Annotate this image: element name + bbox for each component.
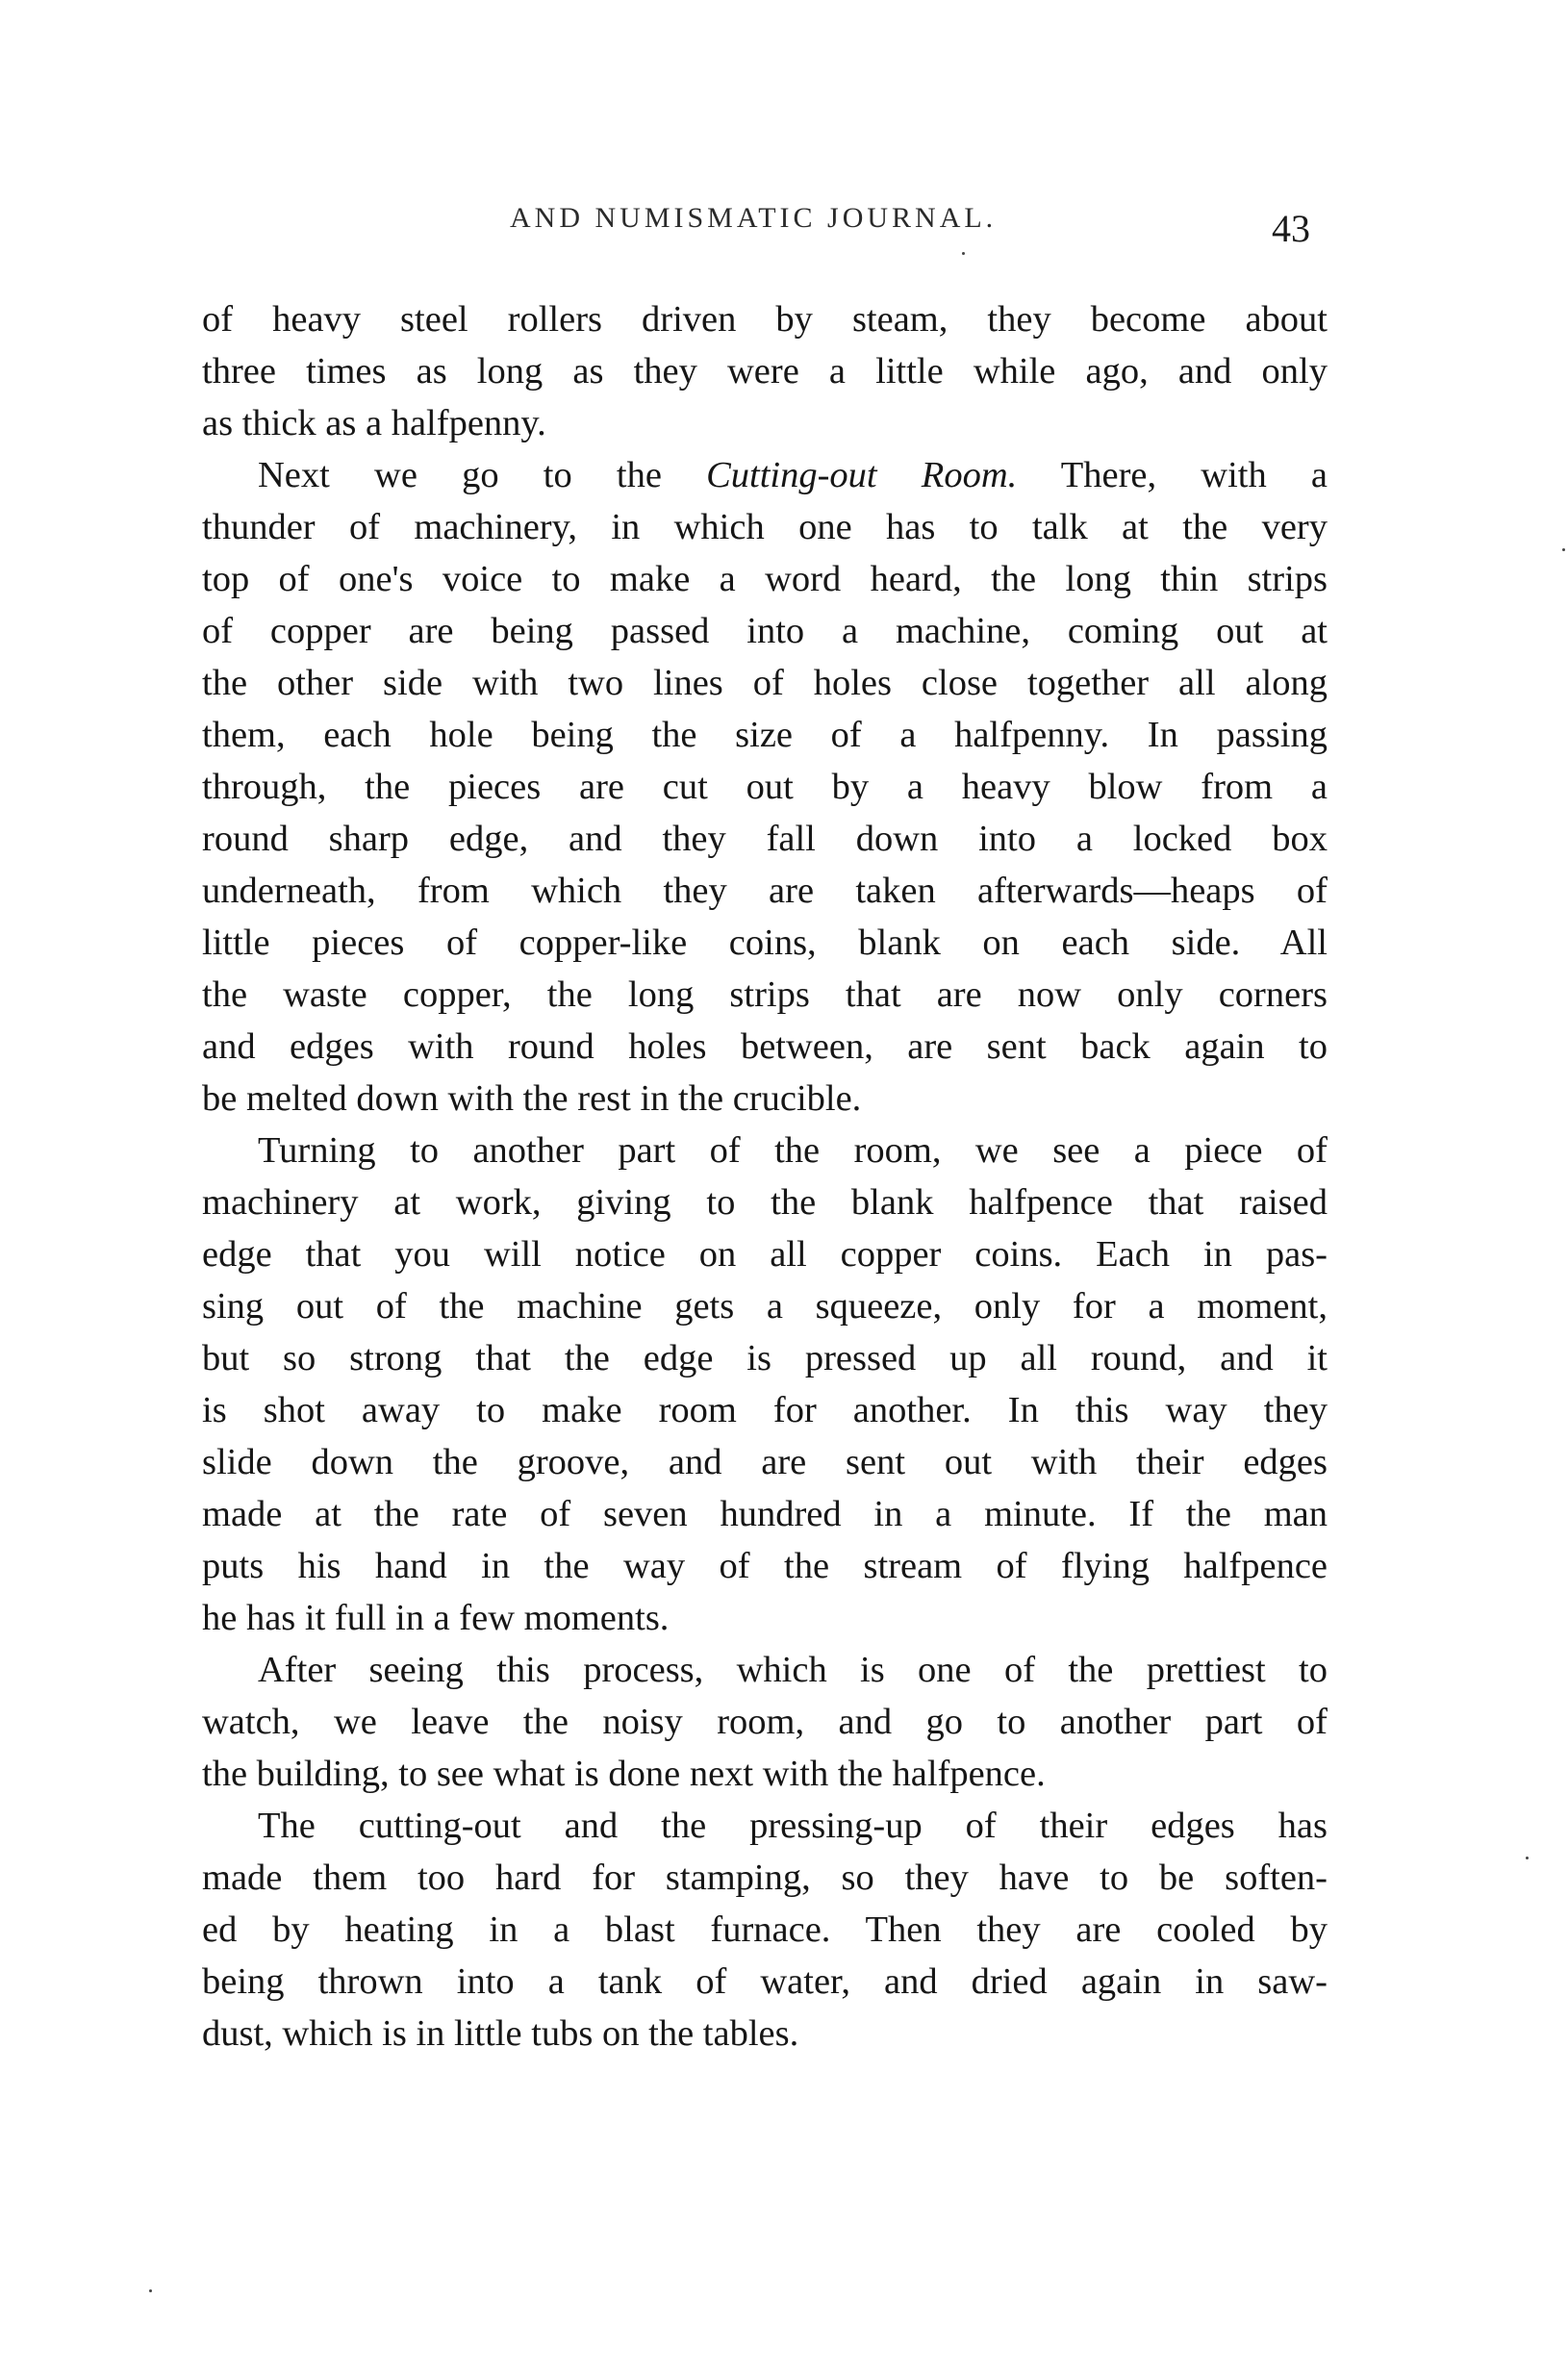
text-line: the waste copper, the long strips that are now only corners <box>202 974 1328 1015</box>
text-line: sing out of the machine gets a squeeze, only for a moment, <box>202 1286 1328 1327</box>
text-line: the building, to see what is done next with the halfpence. <box>202 1754 1046 1794</box>
text-line: edge that you will notice on all copper coins. Each in pas- <box>202 1234 1328 1275</box>
room-name-italic: Cutting-out Room. <box>706 455 1018 495</box>
body-text <box>202 293 1328 2060</box>
text-line: The cutting-out and the pressing-up of their edges has <box>258 1806 1328 1846</box>
text-line: the other side with two lines of holes close together all along <box>202 663 1328 703</box>
print-speck <box>1562 548 1565 551</box>
text-line: them, each hole being the size of a halfpenny. In passing <box>202 715 1328 755</box>
text-line: made them too hard for stamping, so they have to be soften- <box>202 1858 1328 1898</box>
text-line: as thick as a halfpenny. <box>202 403 546 443</box>
text-segment: There, with a <box>1017 455 1328 495</box>
text-line: thunder of machinery, in which one has to talk at the very <box>202 507 1328 547</box>
running-head: AND NUMISMATIC JOURNAL. <box>510 202 998 234</box>
text-line: dust, which is in little tubs on the tables. <box>202 2013 799 2054</box>
text-line: round sharp edge, and they fall down into a locked box <box>202 819 1328 859</box>
text-line: puts his hand in the way of the stream of flying halfpence <box>202 1546 1328 1586</box>
text-line <box>202 449 1328 501</box>
print-speck <box>149 2289 152 2292</box>
text-line: After seeing this process, which is one of the prettiest to <box>258 1650 1328 1690</box>
text-line: Turning to another part of the room, we see a piece of <box>258 1130 1328 1171</box>
text-line: machinery at work, giving to the blank halfpence that raised <box>202 1182 1328 1223</box>
text-line: underneath, from which they are taken afterwards—heaps of <box>202 871 1328 911</box>
text-line: and edges with round holes between, are sent back again to <box>202 1026 1328 1067</box>
text-line: he has it full in a few moments. <box>202 1598 670 1638</box>
text-line: being thrown into a tank of water, and dried again in saw- <box>202 1961 1328 2002</box>
print-speck <box>1526 1857 1529 1859</box>
page-number: 43 <box>1272 207 1310 250</box>
text-line: slide down the groove, and are sent out with their edges <box>202 1442 1328 1482</box>
text-line: of heavy steel rollers driven by steam, they become about <box>202 299 1328 340</box>
print-speck <box>962 252 965 255</box>
text-line: but so strong that the edge is pressed up all round, and it <box>202 1338 1328 1378</box>
text-line: made at the rate of seven hundred in a minute. If the man <box>202 1494 1328 1534</box>
text-line: top of one's voice to make a word heard, the long thin strips <box>202 559 1328 599</box>
text-line: be melted down with the rest in the crucible. <box>202 1078 862 1119</box>
text-line: watch, we leave the noisy room, and go to another part of <box>202 1702 1328 1742</box>
text-line: three times as long as they were a little while ago, and only <box>202 351 1328 392</box>
text-line: of copper are being passed into a machine, coming out at <box>202 611 1328 651</box>
text-line: little pieces of copper-like coins, blank on each side. All <box>202 923 1328 963</box>
text-segment: Next we go to the <box>258 455 707 495</box>
text-line: ed by heating in a blast furnace. Then they are cooled by <box>202 1909 1328 1950</box>
text-line: through, the pieces are cut out by a heavy blow from a <box>202 767 1328 807</box>
text-line: is shot away to make room for another. In this way they <box>202 1390 1328 1430</box>
